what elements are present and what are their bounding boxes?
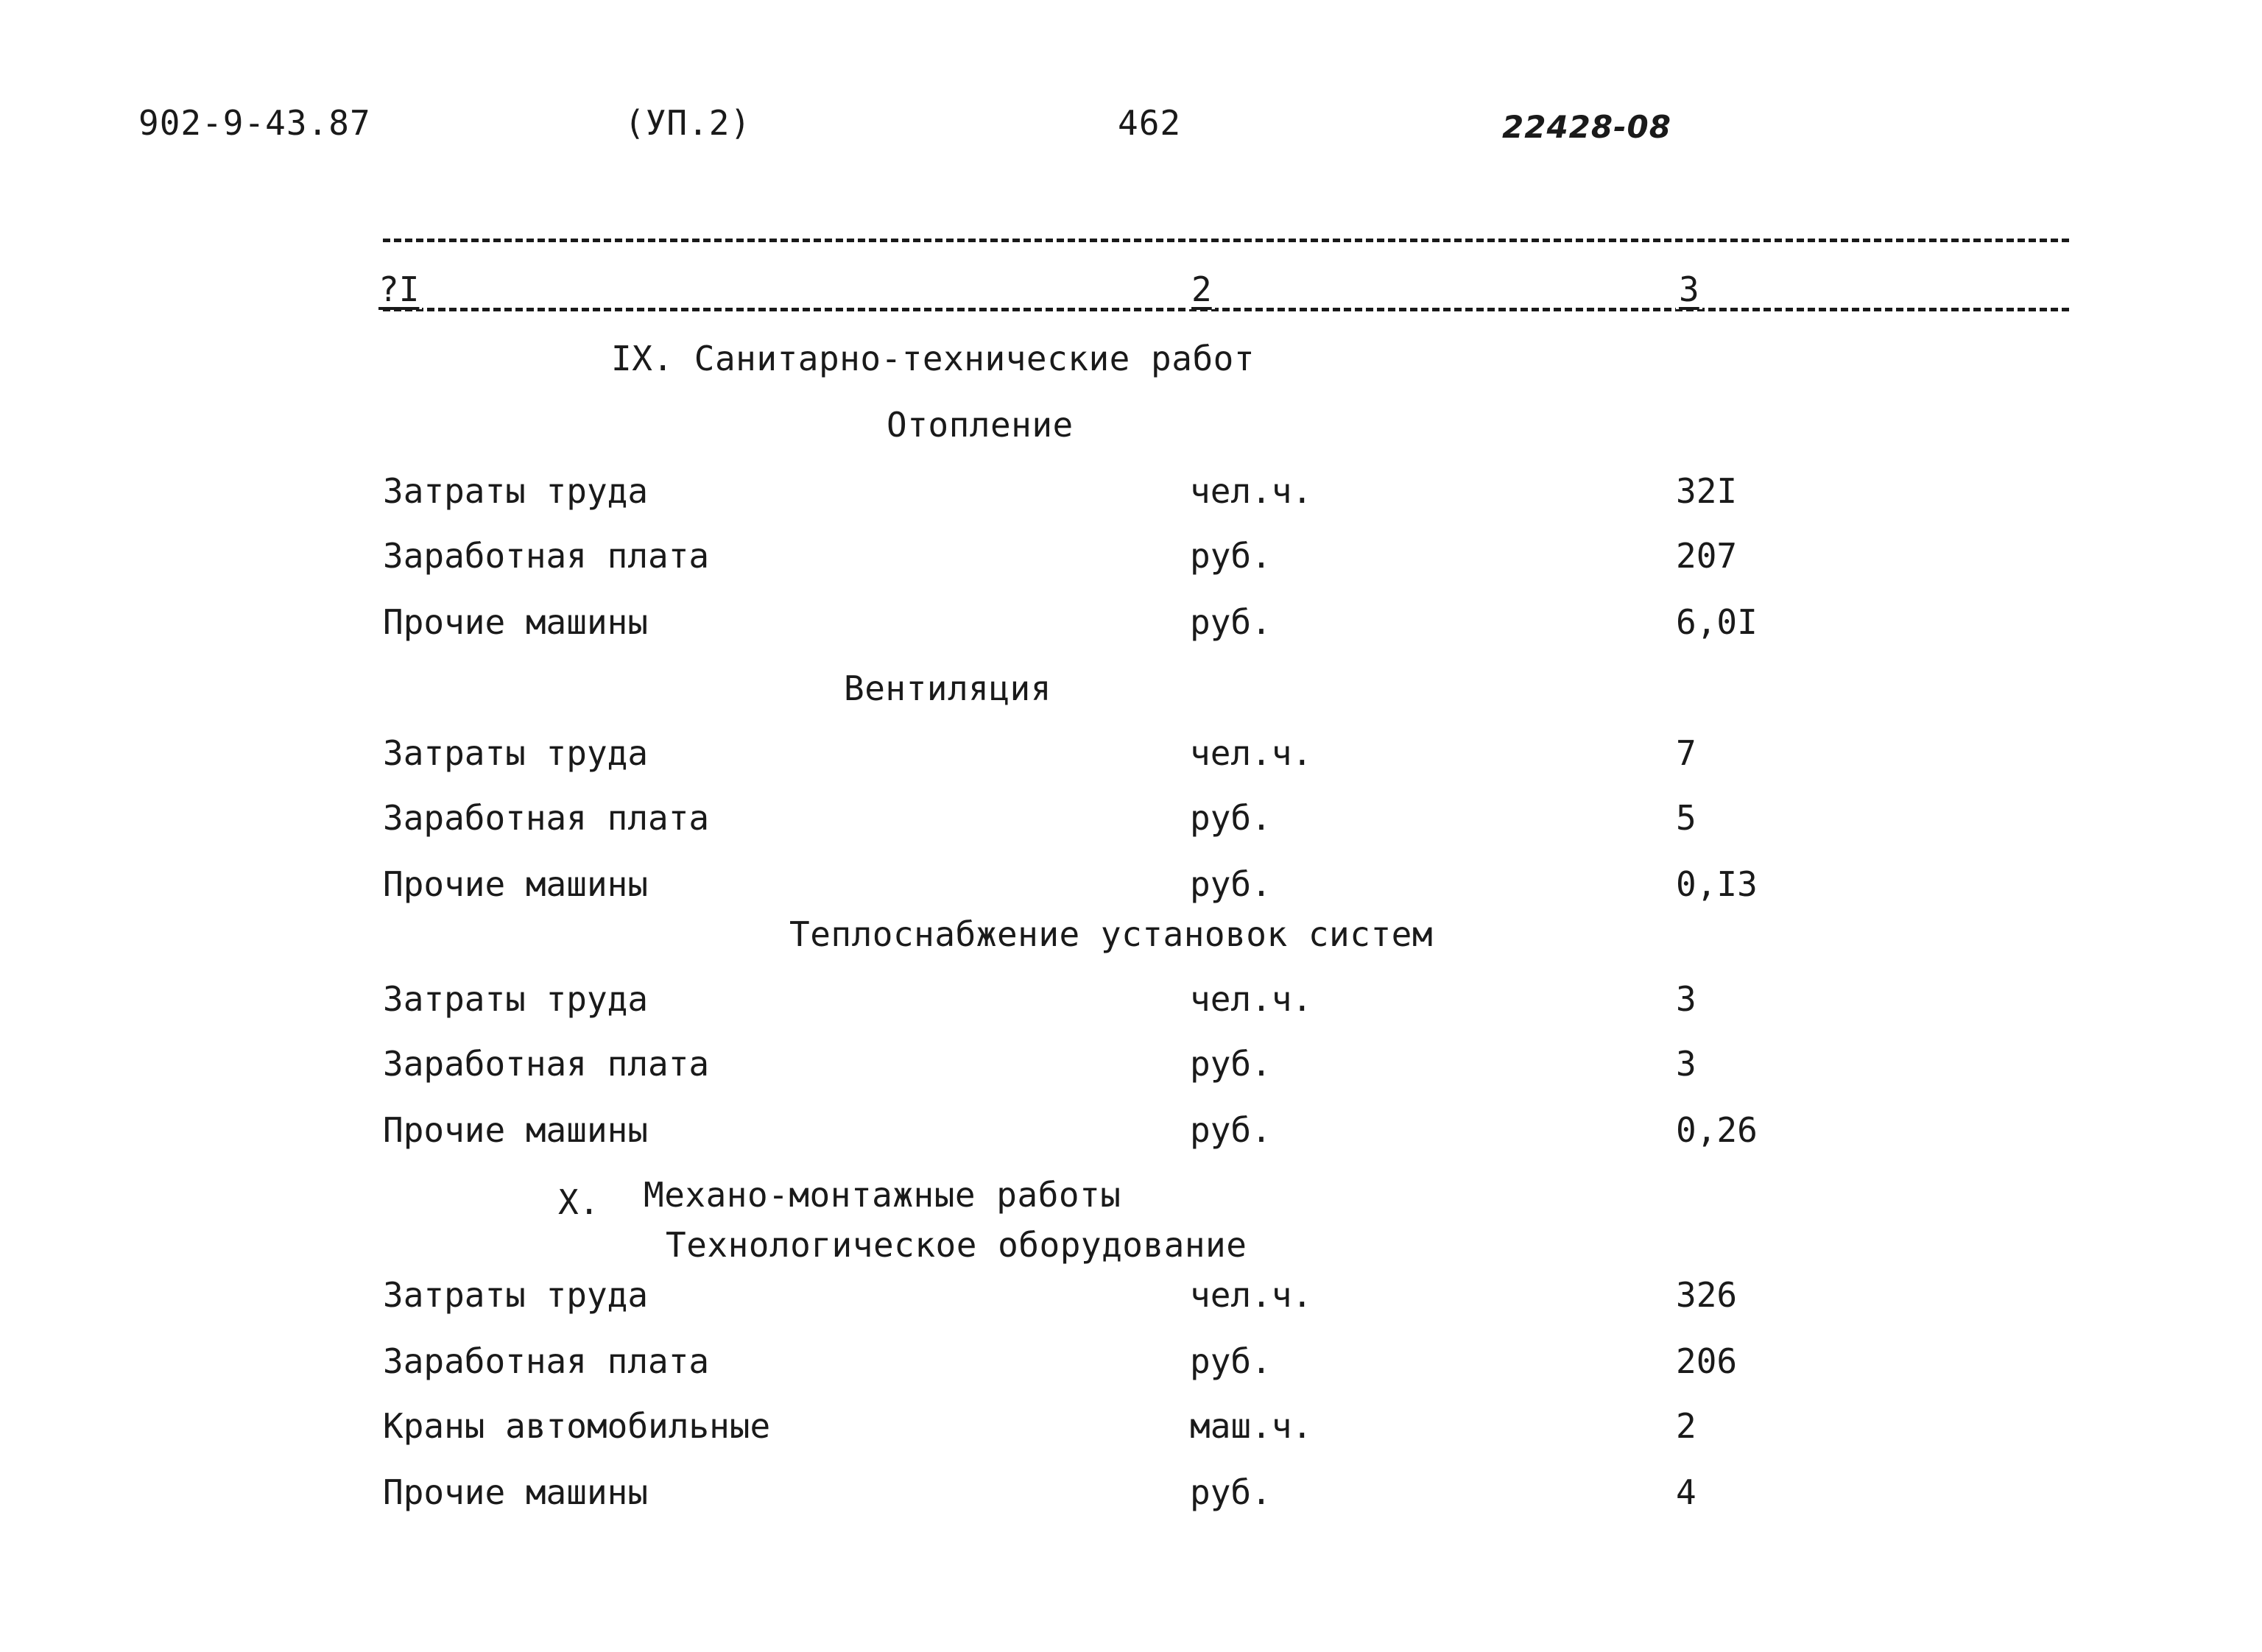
table-row (0, 798, 2262, 842)
row-value: 207 (1676, 536, 1738, 576)
table-row (0, 536, 2262, 580)
row-name: Прочие машины (383, 602, 649, 642)
row-unit: чел.ч. (1190, 733, 1313, 773)
row-unit: руб. (1190, 536, 1272, 576)
row-unit: руб. (1190, 1341, 1272, 1381)
row-name: Затраты труда (383, 733, 649, 773)
row-value: 3 (1676, 1044, 1696, 1084)
row-unit: руб. (1190, 1472, 1272, 1512)
subsection-heating: Отопление (887, 405, 1074, 445)
column-number-3: 3 (1676, 269, 1702, 309)
row-value: 0,26 (1676, 1110, 1758, 1150)
row-name: Заработная плата (383, 1044, 710, 1084)
row-name: Прочие машины (383, 1110, 649, 1150)
row-unit: маш.ч. (1190, 1406, 1313, 1446)
table-row (0, 1110, 2262, 1154)
sheet-label: (УП.2) (624, 103, 752, 143)
row-name: Затраты труда (383, 471, 649, 511)
row-name: Заработная плата (383, 1341, 710, 1381)
row-value: 32I (1676, 471, 1738, 511)
row-unit: руб. (1190, 798, 1272, 838)
row-value: 4 (1676, 1472, 1696, 1512)
subsection-equipment: Технологическое оборудование (666, 1225, 1247, 1265)
subsection-heat-supply: Теплоснабжение установок систем (789, 914, 1434, 954)
table-row (0, 979, 2262, 1023)
row-unit: чел.ч. (1190, 471, 1313, 511)
row-value: 2 (1676, 1406, 1696, 1446)
table-row (0, 864, 2262, 908)
row-unit: руб. (1190, 602, 1272, 642)
section-title-ix: IX. Санитарно-технические работ (611, 339, 1255, 378)
row-name: Прочие машины (383, 1472, 649, 1512)
row-name: Заработная плата (383, 798, 710, 838)
row-unit: руб. (1190, 1044, 1272, 1084)
row-value: 6,0I (1676, 602, 1758, 642)
section-title-x: Механо-монтажные работы (644, 1175, 1121, 1215)
row-value: 7 (1676, 733, 1696, 773)
row-value: 206 (1676, 1341, 1738, 1381)
section-number-x: X. (558, 1182, 600, 1222)
table-row (0, 1341, 2262, 1386)
table-row (0, 471, 2262, 515)
row-value: 0,I3 (1676, 864, 1758, 904)
row-value: 326 (1676, 1275, 1738, 1315)
row-unit: чел.ч. (1190, 1275, 1313, 1315)
table-top-rule (383, 239, 2069, 242)
row-value: 3 (1676, 979, 1696, 1019)
row-value: 5 (1676, 798, 1696, 838)
row-name: Затраты труда (383, 1275, 649, 1315)
subsection-ventilation: Вентиляция (844, 668, 1051, 708)
table-row (0, 1472, 2262, 1517)
table-row (0, 1044, 2262, 1088)
document-code: 902-9-43.87 (138, 103, 371, 143)
row-unit: руб. (1190, 864, 1272, 904)
row-name: Краны автомобильные (383, 1406, 771, 1446)
row-name: Прочие машины (383, 864, 649, 904)
table-row (0, 1275, 2262, 1319)
column-number-1: ?I (376, 269, 422, 309)
row-unit: чел.ч. (1190, 979, 1313, 1019)
table-row (0, 602, 2262, 646)
table-row (0, 733, 2262, 777)
page-number: 462 (1118, 103, 1182, 143)
column-number-2: 2 (1188, 269, 1215, 309)
row-unit: руб. (1190, 1110, 1272, 1150)
row-name: Затраты труда (383, 979, 649, 1019)
table-row (0, 1406, 2262, 1450)
handwritten-number: 22428-08 (1502, 109, 1671, 145)
row-name: Заработная плата (383, 536, 710, 576)
table-header-rule (383, 308, 2069, 311)
